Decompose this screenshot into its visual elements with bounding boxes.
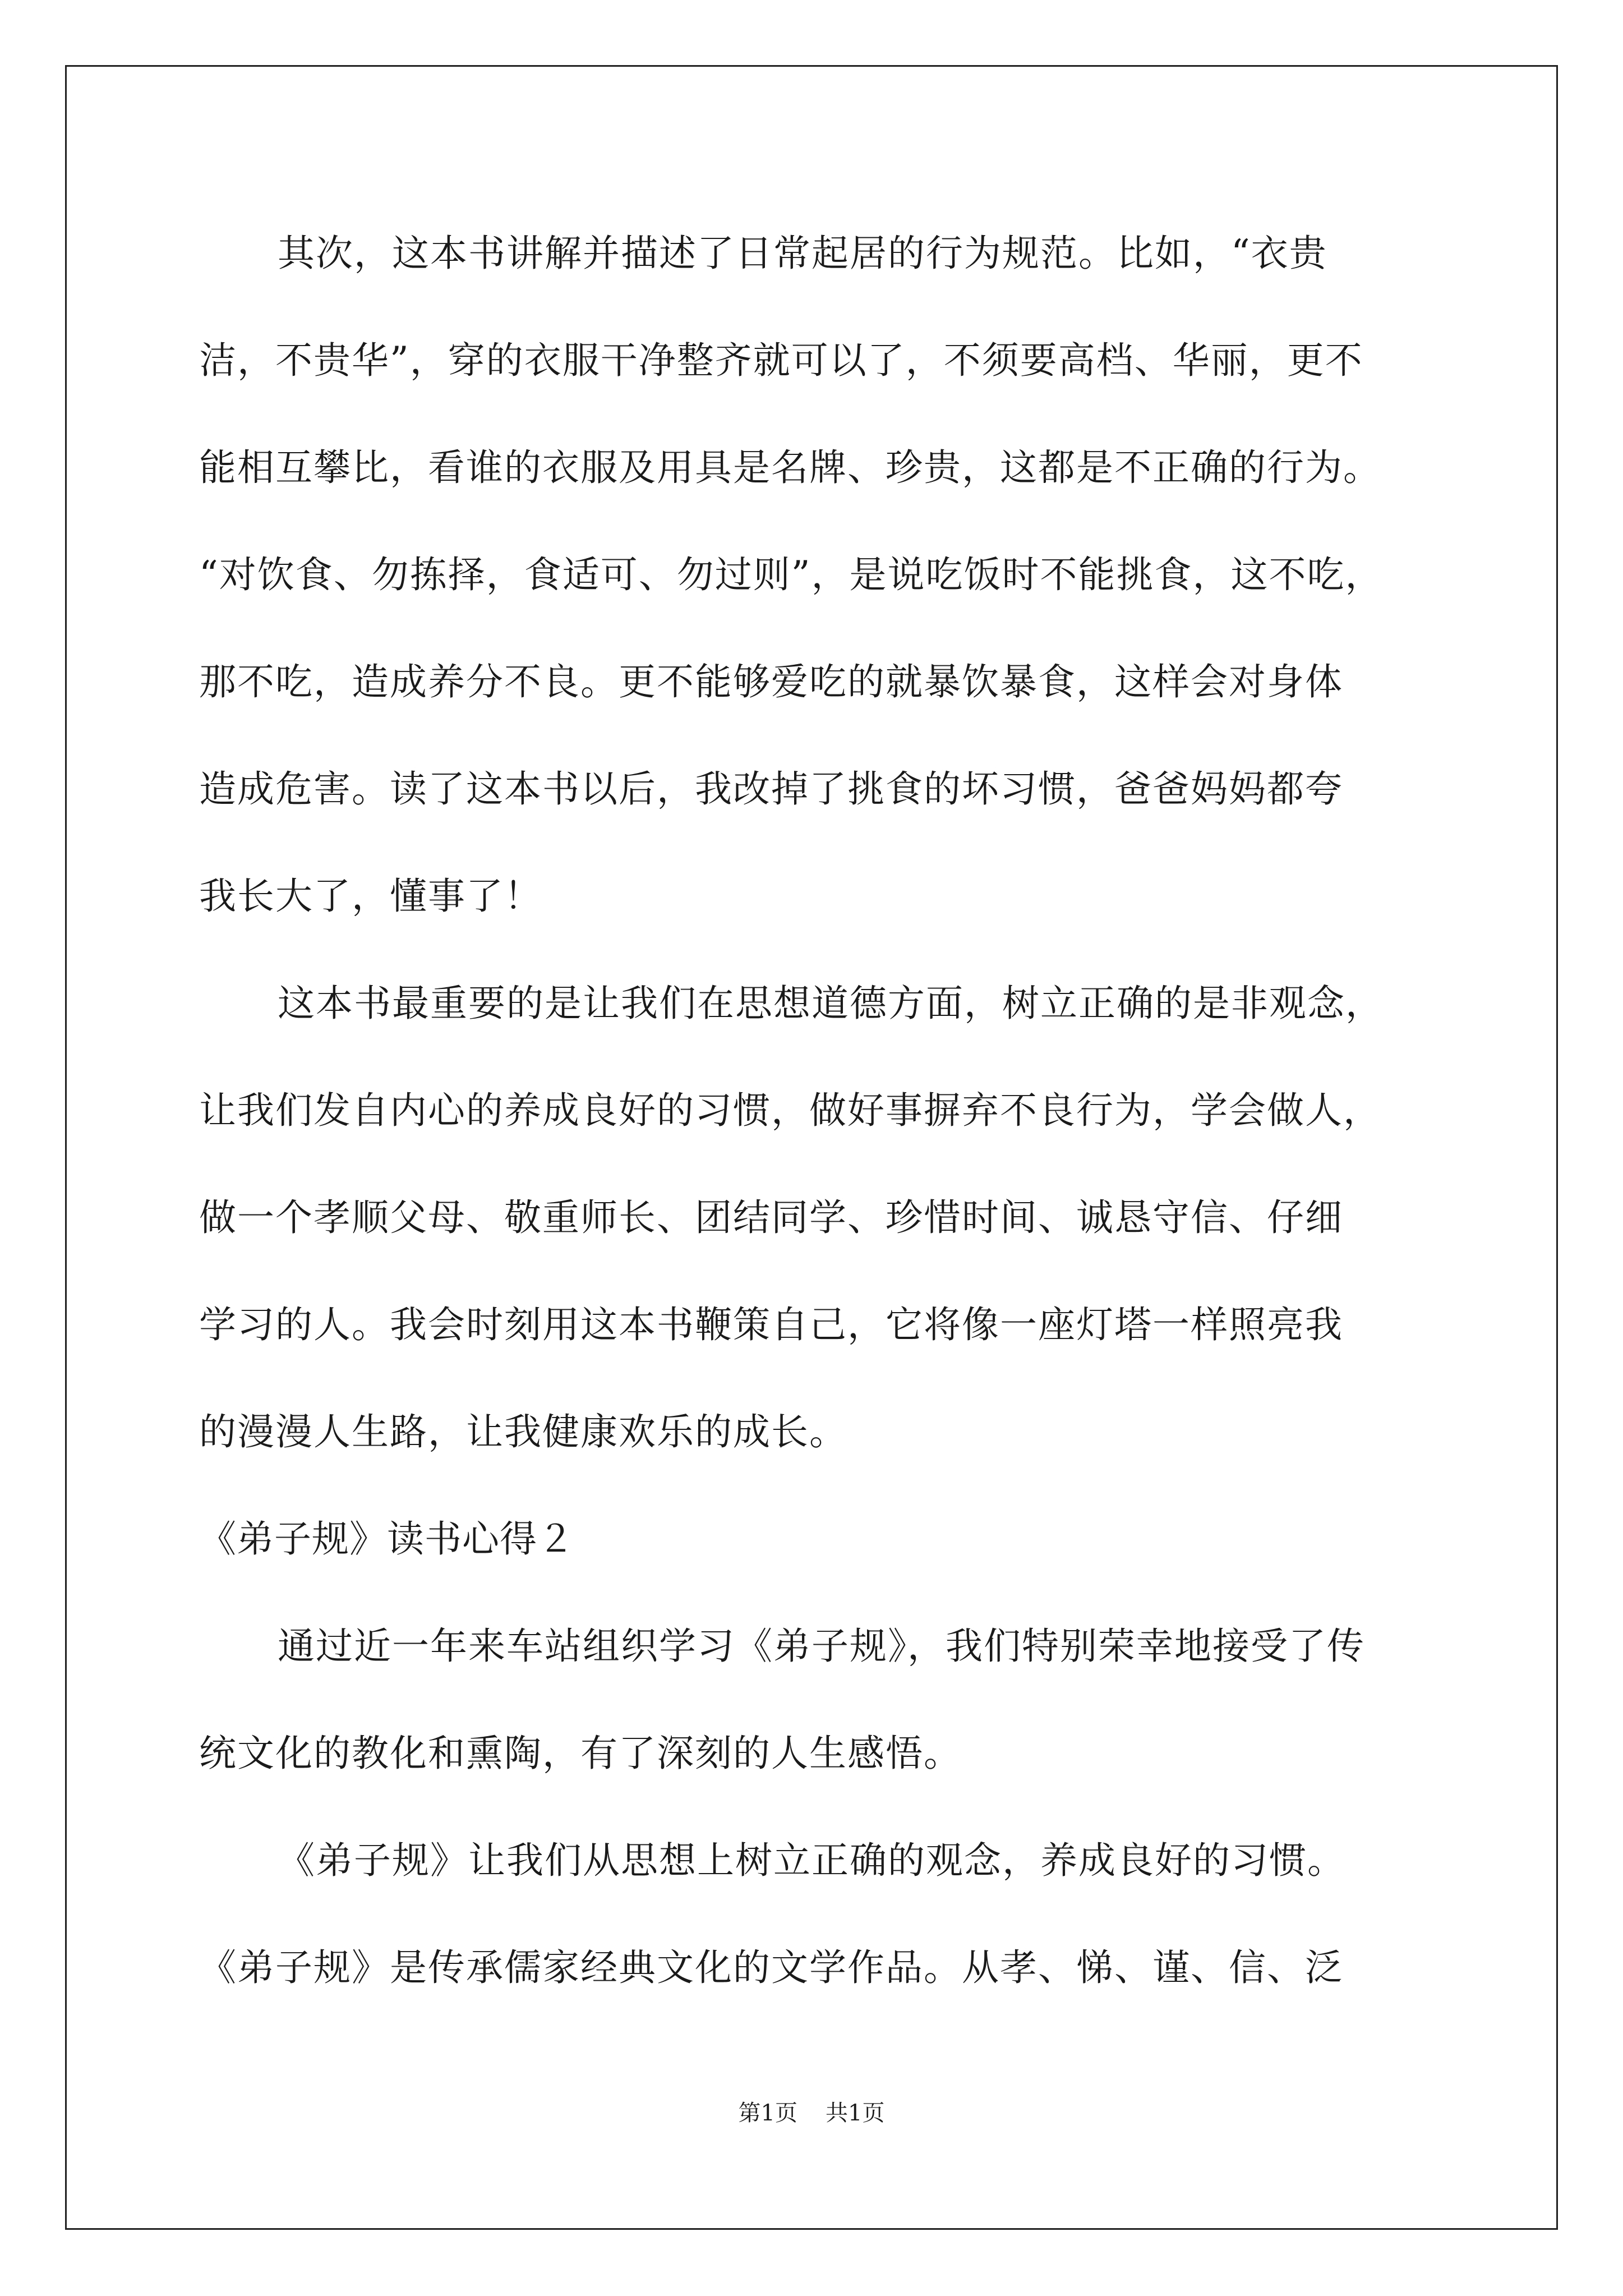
paragraph-line: 洁，不贵华”，穿的衣服干净整齐就可以了，不须要高档、华丽，更不	[199, 339, 1363, 382]
paragraph-line: 让我们发自内心的养成良好的习惯，做好事摒弃不良行为，学会做人，	[199, 1089, 1381, 1132]
paragraph-line: 能相互攀比，看谁的衣服及用具是名牌、珍贵，这都是不正确的行为。	[199, 446, 1381, 489]
section-heading: 《弟子规》读书心得２	[199, 1517, 575, 1561]
paragraph-line: 的漫漫人生路，让我健康欢乐的成长。	[199, 1410, 847, 1453]
page-total: 共1页	[826, 2100, 885, 2126]
page-footer	[0, 2096, 1623, 2130]
paragraph-line: 通过近一年来车站组织学习《弟子规》，我们特别荣幸地接受了传	[278, 1625, 1365, 1668]
paragraph-line: 那不吃，造成养分不良。更不能够爱吃的就暴饮暴食，这样会对身体	[199, 660, 1343, 703]
paragraph-line: 这本书最重要的是让我们在思想道德方面，树立正确的是非观念，	[278, 982, 1384, 1025]
paragraph-line: 做一个孝顺父母、敬重师长、团结同学、珍惜时间、诚恳守信、仔细	[199, 1196, 1343, 1239]
paragraph-line: 学习的人。我会时刻用这本书鞭策自己，它将像一座灯塔一样照亮我	[199, 1303, 1343, 1346]
document-body	[199, 220, 1424, 2041]
paragraph-line: 统文化的教化和熏陶，有了深刻的人生感悟。	[199, 1732, 962, 1775]
paragraph-line: 《弟子规》让我们从思想上树立正确的观念，养成良好的习惯。	[278, 1839, 1345, 1882]
paragraph-line: 《弟子规》是传承儒家经典文化的文学作品。从孝、悌、谨、信、泛	[199, 1946, 1343, 1989]
page-number: 第1页	[738, 2100, 797, 2126]
paragraph-line: “对饮食、勿拣择，食适可、勿过则”，是说吃饭时不能挑食，这不吃，	[199, 553, 1384, 596]
paragraph-line: 造成危害。读了这本书以后，我改掉了挑食的坏习惯，爸爸妈妈都夸	[199, 767, 1343, 811]
paragraph-line: 其次，这本书讲解并描述了日常起居的行为规范。比如，“衣贵	[278, 232, 1327, 275]
paragraph-line: 我长大了，懂事了！	[199, 875, 542, 918]
